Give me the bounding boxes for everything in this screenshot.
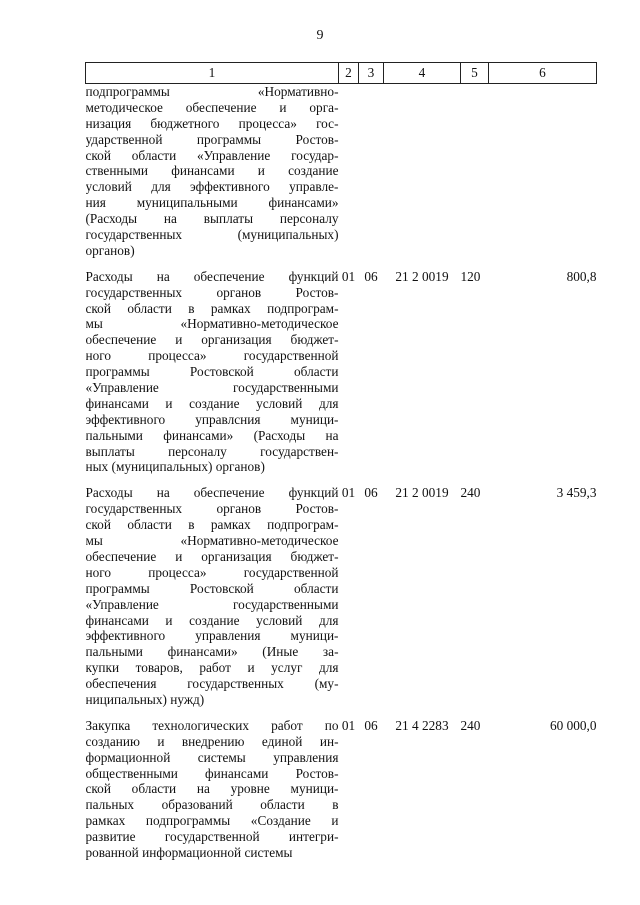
description-line: ской области на уровне муници- xyxy=(85,781,339,797)
amount: 3 459,3 xyxy=(556,485,597,501)
description-line: ской области в рамках подпрограм- xyxy=(85,300,339,316)
row-spacer xyxy=(86,708,597,718)
description-line: ниципальных) нужд) xyxy=(85,691,205,707)
description-line: созданию и внедрению единой ин- xyxy=(85,733,339,749)
description-line: программы Ростовской области xyxy=(85,580,339,596)
amount: 60 000,0 xyxy=(549,717,597,733)
description-line: программы Ростовской области xyxy=(85,364,339,380)
subsection-code: 06 xyxy=(364,485,378,501)
description-line: обеспечения государственных (му- xyxy=(85,676,339,692)
section-code: 01 xyxy=(341,485,356,501)
expense-type-code: 240 xyxy=(460,717,481,733)
description-line: развитие государственной интегри- xyxy=(85,829,339,845)
description-line: Расходы на обеспечение функций xyxy=(85,268,339,284)
row-description xyxy=(86,84,339,259)
column-header-5: 5 xyxy=(461,63,489,84)
expense-type-code: 240 xyxy=(460,485,481,501)
description-line: общественными финансами Ростов- xyxy=(85,765,339,781)
row-description xyxy=(86,269,339,476)
description-line: пальных образований области в xyxy=(85,797,339,813)
description-line: «Управление государственными xyxy=(85,380,339,396)
target-article-code: 21 2 0019 xyxy=(395,485,449,501)
description-line: эффективного управлсния муници- xyxy=(85,411,339,427)
description-line: ударственной программы Ростов- xyxy=(85,131,339,147)
description-line: пальными финансами» (Расходы на xyxy=(85,427,339,443)
description-line: выплаты персоналу государствен- xyxy=(85,443,339,459)
description-line: (Расходы на выплаты персоналу xyxy=(85,211,339,227)
table-body xyxy=(86,84,597,861)
description-line: низация бюджетного процесса» гос- xyxy=(85,115,339,131)
target-article-code: 21 2 0019 xyxy=(395,268,449,284)
row-description xyxy=(86,718,339,861)
column-header-2: 2 xyxy=(339,63,359,84)
subsection-code: 06 xyxy=(364,717,378,733)
description-line: ного процесса» государственной xyxy=(85,348,339,364)
description-line: купки товаров, работ и услуг для xyxy=(85,660,339,676)
section-code: 01 xyxy=(341,717,356,733)
subsection-code xyxy=(359,84,384,259)
table-header-row xyxy=(86,63,597,84)
expense-type-code xyxy=(461,84,489,259)
description-line: ного процесса» государственной xyxy=(85,564,339,580)
row-spacer-cell xyxy=(86,708,597,718)
target-article-code xyxy=(384,84,461,259)
column-header-6: 6 xyxy=(489,63,597,84)
description-line: органов) xyxy=(85,242,135,258)
description-line: эффективного управления муници- xyxy=(85,628,339,644)
column-header-4: 4 xyxy=(384,63,461,84)
description-line: финансами и создание условий для xyxy=(85,395,339,411)
row-spacer-cell xyxy=(86,259,597,269)
description-line: ской области в рамках подпрограм- xyxy=(85,517,339,533)
column-header-3: 3 xyxy=(359,63,384,84)
table-row xyxy=(86,84,597,259)
description-line: формационной системы управления xyxy=(85,749,339,765)
section-code: 01 xyxy=(341,268,356,284)
section-code xyxy=(339,84,359,259)
page-number: 9 xyxy=(316,28,324,43)
description-line: ния муниципальными финансами» xyxy=(85,195,339,211)
row-spacer xyxy=(86,475,597,485)
description-line: методическое обеспечение и орга- xyxy=(85,99,339,115)
description-line: «Управление государственными xyxy=(85,596,339,612)
description-line: рованной информационной системы xyxy=(85,844,293,860)
amount xyxy=(489,84,597,259)
description-line: ных (муниципальных) органов) xyxy=(85,459,265,475)
expense-type-code: 120 xyxy=(460,268,481,284)
description-line: Закупка технологических работ по xyxy=(85,717,339,733)
table-row xyxy=(86,485,597,707)
description-line: рамках подпрограммы «Создание и xyxy=(85,813,339,829)
description-line: подпрограммы «Нормативно- xyxy=(85,84,339,99)
description-line: государственных органов Ростов- xyxy=(85,501,339,517)
description-line: мы «Нормативно-методическое xyxy=(85,316,339,332)
subsection-code: 06 xyxy=(364,268,378,284)
amount: 800,8 xyxy=(566,268,597,284)
description-line: обеспечение и организация бюджет- xyxy=(85,332,339,348)
description-line: государственных органов Ростов- xyxy=(85,284,339,300)
description-line: условий для эффективного управле- xyxy=(85,179,339,195)
description-line: ственными финансами и создание xyxy=(85,163,339,179)
target-article-code: 21 4 2283 xyxy=(395,717,449,733)
description-line: пальными финансами» (Иные за- xyxy=(85,644,339,660)
table-row xyxy=(86,269,597,476)
table-row xyxy=(86,718,597,861)
row-description xyxy=(86,485,339,707)
column-header-1: 1 xyxy=(86,63,339,84)
row-spacer-cell xyxy=(86,475,597,485)
row-spacer xyxy=(86,259,597,269)
description-line: государственных (муниципальных) xyxy=(85,227,339,243)
description-line: финансами и создание условий для xyxy=(85,612,339,628)
description-line: Расходы на обеспечение функций xyxy=(85,485,339,501)
budget-table xyxy=(85,62,597,861)
description-line: ской области «Управление государ- xyxy=(85,147,339,163)
description-line: мы «Нормативно-методическое xyxy=(85,533,339,549)
description-line: обеспечение и организация бюджет- xyxy=(85,548,339,564)
